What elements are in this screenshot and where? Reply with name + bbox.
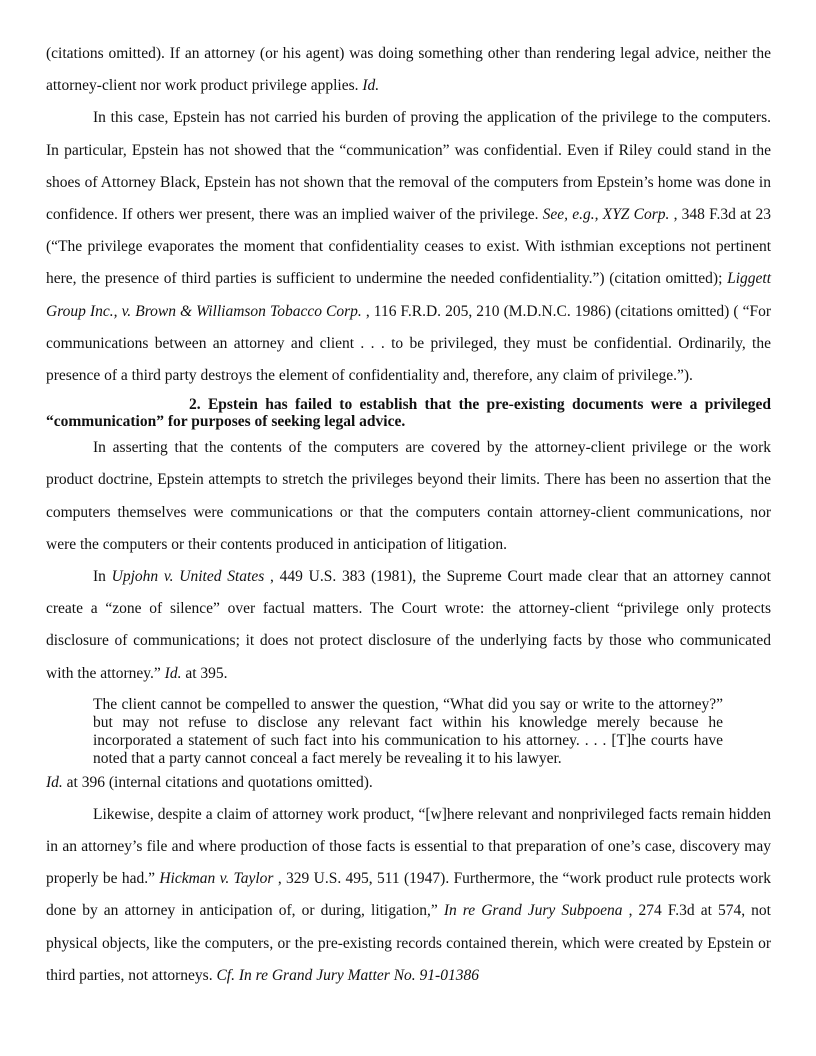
text-run: at 395. [181, 664, 228, 682]
paragraph-burden [46, 102, 771, 392]
text-run: In this case, Epstein has not carried his burden of proving the application of the privilege to the computers. In particular, Epstein has not showed that the “communication” was confidential. Even if Riley could stand in the shoes of Attorney Black, Epstein has not shown that the removal of the computers from Epstein’s home was done in confidence. If others wer present, there was an implied waiver of the privilege. [46, 109, 771, 224]
citation-italic: Id. [362, 77, 380, 95]
text-run: , 329 U.S. 495, 511 (1947). Furthermore, the “work product rule protects work done by an attorney in anticipation of, or during, litigation,” [46, 870, 772, 920]
citation-italic: Hickman v. Taylor [159, 870, 274, 888]
document-page [46, 38, 771, 992]
paragraph-asserting: In asserting that the contents of the computers are covered by the attorney-client privilege or the work product doctrine, Epstein attempts to stretch the privileges beyond their limits. There has been no assertion that the computers themselves were communications or that the computers contain attorney-client communications, nor were the computers or their contents produced in anticipation of litigation. [46, 439, 771, 553]
citation-italic: Cf. In re Grand Jury Matter No. 91-01386 [216, 966, 479, 984]
section-heading: 2. Epstein has failed to establish that the pre-existing documents were a privileged “communication” for purposes of seeking legal advice. [46, 396, 771, 431]
text-run: Likewise, despite a claim of attorney work product, “[w]here relevant and nonprivileged facts remain hidden in an attorney’s file and where production of those facts is essential to that preparation of one’s case, discovery may properly be had.” [46, 805, 771, 888]
text-run: In [93, 568, 112, 586]
paragraph-continuation [46, 38, 771, 102]
text-run: , 449 U.S. 383 (1981), the Supreme Court made clear that an attorney cannot create a “zone of silence” over factual matters. The Court wrote: the attorney-client “privilege only protects disclosure of communications; it does not protect disclosure of the underlying facts by those who communicated with the attorney.” [46, 568, 771, 682]
citation-italic: Id. [46, 773, 63, 791]
text-run: , 116 F.R.D. 205, 210 (M.D.N.C. 1986) (citations omitted) ( “For communications between an attorney and client . . . to be privileged, they must be confidential. Ordinarily, the presence of a third party destroys the element of confidentiality and, therefore, any claim of privilege.”). [46, 302, 772, 385]
citation-italic: Id. [164, 664, 182, 682]
text-run: (citations omitted). If an attorney (or his agent) was doing something other than rendering legal advice, neither the attorney-client nor work product privilege applies. [46, 45, 771, 95]
citation-italic: In re Grand Jury Subpoena [443, 902, 623, 920]
citation-italic: Upjohn v. United States [111, 568, 265, 586]
text-run: at 396 (internal citations and quotations omitted). [62, 773, 373, 791]
text-run: , 348 F.3d at 23 (“The privilege evaporates the moment that confidentiality ceases to exist. With isthmian exceptions not pertinent here, the presence of third parties is sufficient to undermine the needed confidentiality.”) (citation omitted); [46, 206, 771, 288]
quote-citation [46, 774, 771, 792]
citation-italic: Liggett Group Inc., v. Brown & Williamson Tobacco Corp. [46, 270, 771, 320]
block-quote: The client cannot be compelled to answer the question, “What did you say or write to the attorney?” but may not refuse to disclose any relevant fact within his knowledge merely because he incorporated a statement of such fact into his communication to his attorney. . . . [T]he courts have noted that a party cannot conceal a fact merely be revealing it to his lawyer. [93, 695, 723, 767]
paragraph-work-product [46, 799, 771, 992]
paragraph-upjohn [46, 561, 771, 690]
citation-italic: See, e.g., XYZ Corp. [542, 206, 670, 224]
text-run: , 274 F.3d at 574, not physical objects, like the computers, or the pre-existing records contained therein, which were created by Epstein or third parties, not attorneys. [46, 902, 771, 984]
